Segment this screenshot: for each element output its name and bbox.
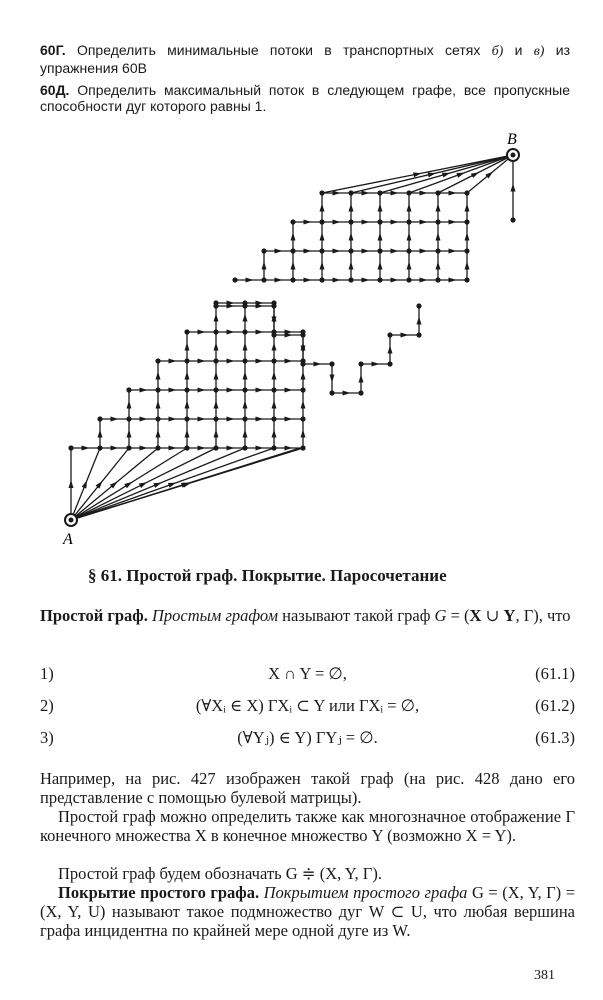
edge-arrow <box>436 204 441 212</box>
graph-vertex <box>510 217 515 222</box>
edge-arrow <box>301 372 306 380</box>
edge-arrow <box>214 343 219 351</box>
graph-vertex <box>155 387 160 392</box>
edge-arrow <box>256 446 264 451</box>
equation-body: (∀Yⱼ) ∈ Y) ΓYⱼ = ∅. <box>237 728 378 747</box>
notation-paragraph: Простой граф будем обозначать G ≑ (X, Y, Γ). <box>58 864 382 883</box>
problem-60g <box>40 42 570 76</box>
edge-arrow <box>243 343 248 351</box>
vertex-label-b: B <box>507 131 517 148</box>
page-number: 381 <box>534 968 555 983</box>
edge-arrow <box>378 204 383 212</box>
graph-vertex <box>300 445 305 450</box>
edge-arrow <box>343 391 351 396</box>
edge-arrow <box>272 401 277 409</box>
edge-arrow <box>417 317 422 325</box>
graph-vertex <box>271 332 276 337</box>
equation-61-2 <box>40 696 575 718</box>
edge-arrow <box>256 359 264 364</box>
graph-vertex <box>406 190 411 195</box>
edge-arrow <box>362 220 370 225</box>
edge-arrow <box>227 359 235 364</box>
edge-arrow <box>372 362 380 367</box>
edge-arrow <box>256 330 264 335</box>
graph-vertex <box>464 219 469 224</box>
edge-arrow <box>391 278 399 283</box>
edge-arrow <box>291 233 296 241</box>
edge-arrow <box>256 388 264 393</box>
graph-vertex <box>242 329 247 334</box>
edge-arrow <box>378 233 383 241</box>
edge-arrow <box>169 359 177 364</box>
graph-vertex <box>126 387 131 392</box>
graph-vertex <box>348 277 353 282</box>
graph-vertex <box>184 387 189 392</box>
equation-tag: (61.1) <box>535 664 575 683</box>
edge-arrow <box>124 482 132 488</box>
graph-vertex <box>184 329 189 334</box>
edge-arrow <box>320 233 325 241</box>
example-paragraph: Например, на рис. 427 изображен такой граф (на рис. 428 дано его представление с помощью булевой матрицы). <box>40 769 575 807</box>
problem-text-end: из упражнения 60В <box>40 42 571 76</box>
edge-arrow <box>449 249 457 254</box>
edge-arrow <box>442 173 450 178</box>
equation-tag: (61.3) <box>535 728 575 747</box>
edge-arrow <box>272 343 277 351</box>
graph-vertex <box>184 416 189 421</box>
edge-arrow <box>349 204 354 212</box>
edge-arrow <box>198 359 206 364</box>
graph-vertex <box>377 219 382 224</box>
edge-arrow <box>69 480 74 488</box>
edge-arrow <box>449 220 457 225</box>
edge-arrow <box>272 372 277 380</box>
graph-vertex <box>319 190 324 195</box>
graph-vertex <box>97 445 102 450</box>
edge-arrow <box>304 278 312 283</box>
edge-arrow <box>449 278 457 283</box>
edge-arrow <box>153 482 161 487</box>
graph-vertex <box>155 358 160 363</box>
graph-vertex <box>155 445 160 450</box>
graph-vertex <box>271 445 276 450</box>
graph-vertex <box>213 358 218 363</box>
graph-vertex <box>416 303 421 308</box>
edge-arrow <box>285 388 293 393</box>
graph-vertex <box>155 416 160 421</box>
edge-arrow <box>333 278 341 283</box>
edge-arrow <box>420 278 428 283</box>
graph-vertex <box>358 361 363 366</box>
graph-vertex <box>319 248 324 253</box>
problem-60d <box>40 82 570 114</box>
edge-arrow <box>471 172 479 178</box>
graph-vertex <box>406 248 411 253</box>
edge-arrow <box>127 430 132 438</box>
edge-arrow <box>140 417 148 422</box>
graph-vertex <box>387 332 392 337</box>
graph-vertex <box>126 416 131 421</box>
graph-vertex <box>184 445 189 450</box>
graph-edges <box>69 155 516 520</box>
edge-arrow <box>304 249 312 254</box>
edge-arrow <box>169 417 177 422</box>
edge-arrow <box>256 417 264 422</box>
vertex-label-a: A <box>63 531 73 548</box>
edge-arrow <box>243 314 248 322</box>
graph-vertex <box>290 248 295 253</box>
edge-arrow <box>391 249 399 254</box>
edge-arrow <box>169 388 177 393</box>
edge-arrow <box>139 482 147 488</box>
graph-vertex <box>213 329 218 334</box>
edge-arrow <box>111 417 119 422</box>
edge-arrow <box>185 430 190 438</box>
flow-network-figure <box>55 130 535 560</box>
graph-vertex <box>261 277 266 282</box>
edge-arrow <box>227 417 235 422</box>
graph-vertex <box>232 277 237 282</box>
graph-vertex <box>358 390 363 395</box>
graph-vertex <box>464 277 469 282</box>
edge-arrow <box>198 417 206 422</box>
equation-index: 3) <box>40 728 54 747</box>
graph-vertex <box>348 190 353 195</box>
mapping-paragraph: Простой граф можно определить также как многозначное отображение Γ конечного множества X в конечное множество Y (возможно X = Y). <box>40 807 575 845</box>
edge-arrow <box>401 333 409 338</box>
edge-arrow <box>127 401 132 409</box>
edge-arrow <box>320 204 325 212</box>
graph-vertex <box>319 277 324 282</box>
edge-arrow <box>214 314 219 322</box>
edge-arrow <box>181 483 189 488</box>
equation-61-3 <box>40 728 575 750</box>
edge-arrow <box>465 262 470 270</box>
edge-arrow <box>388 346 393 354</box>
case-label: б) <box>491 44 504 59</box>
conjunction: и <box>503 42 534 58</box>
graph-vertex <box>271 387 276 392</box>
set-y: Y <box>503 606 516 625</box>
graph-vertex <box>242 387 247 392</box>
graph-vertex <box>377 277 382 282</box>
edge-arrow <box>272 430 277 438</box>
graph-vertex <box>464 248 469 253</box>
simple-graph-definition: Простой граф. Простым графом называют такой граф G = (X ∪ Y, Γ), что <box>40 606 571 625</box>
edge-arrow <box>243 372 248 380</box>
edge-arrow <box>291 262 296 270</box>
edge-arrow <box>362 278 370 283</box>
cover-definition: Покрытие простого графа. Покрытием простого графа G = (X, Y, Γ) = (X, Y, U) называют такое подмножество дуг W ⊂ U, что любая вершина графа инцидентна по крайней мере одной дуге из W. <box>40 883 576 940</box>
equation-body: (∀Xᵢ ∈ X) ΓXᵢ ⊂ Y или ΓXᵢ = ∅, <box>195 696 420 715</box>
edge-arrow <box>82 446 90 451</box>
edge-arrow <box>198 446 206 451</box>
edge-arrow <box>378 262 383 270</box>
graph-vertex <box>319 219 324 224</box>
graph-vertex <box>184 358 189 363</box>
graph-vertex <box>213 416 218 421</box>
edge-arrow <box>111 446 119 451</box>
edge-arrow <box>407 204 412 212</box>
graph-vertex <box>290 277 295 282</box>
paragraph-lead: Простой граф. <box>40 606 148 625</box>
graph-vertex <box>213 303 218 308</box>
edge-arrow <box>304 220 312 225</box>
graph-vertex <box>435 248 440 253</box>
edge-arrow <box>198 330 206 335</box>
edge-arrow <box>436 262 441 270</box>
edge-arrow <box>420 191 428 196</box>
edge-arrow <box>214 372 219 380</box>
edge-arrow <box>156 430 161 438</box>
graph-vertex <box>435 219 440 224</box>
graph-symbol: G <box>434 606 447 625</box>
edge-arrow <box>156 372 161 380</box>
edge-arrow <box>420 249 428 254</box>
edge-arrow <box>227 388 235 393</box>
equation-index: 1) <box>40 664 54 683</box>
edge-arrow <box>465 233 470 241</box>
problem-text: Определить минимальные потоки в транспортных сетях <box>76 42 492 58</box>
edge-arrow <box>185 343 190 351</box>
problem-number: 60Д. <box>40 82 70 98</box>
graph-vertex <box>300 416 305 421</box>
graph-vertex <box>290 219 295 224</box>
edge-arrow <box>98 430 103 438</box>
edge-arrow <box>362 249 370 254</box>
edge-arrow <box>140 446 148 451</box>
edge-arrow <box>169 446 177 451</box>
problem-text: Определить максимальный поток в следующем графе, все пропускные способности дуг которого равны 1. <box>40 82 571 114</box>
case-label: в) <box>533 44 545 59</box>
edge-arrow <box>428 172 436 177</box>
graph-vertices <box>68 190 515 450</box>
graph-vertex <box>435 190 440 195</box>
edge-arrow <box>407 233 412 241</box>
edge-arrow <box>214 430 219 438</box>
edge-arrow <box>407 262 412 270</box>
edge-arrow <box>449 191 457 196</box>
edge-arrow <box>82 480 87 488</box>
graph-vertex <box>271 416 276 421</box>
graph-vertex <box>242 445 247 450</box>
graph-vertex <box>377 190 382 195</box>
equation-index: 2) <box>40 696 54 715</box>
graph-vertex <box>406 277 411 282</box>
edge-arrow <box>436 233 441 241</box>
edge-arrow <box>456 173 464 178</box>
edge-arrow <box>359 375 364 383</box>
graph-vertex <box>348 219 353 224</box>
edge-arrow <box>391 191 399 196</box>
paragraph-lead: Покрытие простого графа. <box>58 883 260 902</box>
defined-term: Простым графом <box>151 606 279 625</box>
equation-body: X ∩ Y = ∅, <box>268 664 347 683</box>
edge-arrow <box>320 262 325 270</box>
graph-vertex <box>242 358 247 363</box>
source-vertex <box>65 514 77 526</box>
edge-arrow <box>243 401 248 409</box>
edge-arrow <box>301 401 306 409</box>
edge-arrow <box>511 184 516 192</box>
equation-tag: (61.2) <box>535 696 575 715</box>
edge-arrow <box>465 204 470 212</box>
edge-arrow <box>227 330 235 335</box>
edge-arrow <box>285 446 293 451</box>
edge-arrow <box>333 220 341 225</box>
graph-vertex <box>300 387 305 392</box>
graph-vertex <box>242 303 247 308</box>
graph-vertex <box>68 445 73 450</box>
edge-arrow <box>301 430 306 438</box>
edge-arrow <box>285 359 293 364</box>
edge-arrow <box>198 388 206 393</box>
edge-arrow <box>362 191 370 196</box>
edge-arrow <box>262 262 267 270</box>
edge-arrow <box>185 401 190 409</box>
graph-vertex <box>406 219 411 224</box>
graph-vertex <box>348 248 353 253</box>
edge-arrow <box>227 446 235 451</box>
edge-arrow <box>156 401 161 409</box>
graph-vertex <box>213 387 218 392</box>
graph-vertex <box>271 358 276 363</box>
edge-arrow <box>275 278 283 283</box>
edge-arrow <box>140 388 148 393</box>
sink-vertex <box>507 149 519 161</box>
problem-number: 60Г. <box>40 42 66 58</box>
graph-vertex <box>435 277 440 282</box>
graph-vertex <box>271 303 276 308</box>
graph-vertex <box>329 390 334 395</box>
set-x: X <box>469 606 482 625</box>
graph-vertex <box>464 190 469 195</box>
graph-vertex <box>329 361 334 366</box>
edge-arrow <box>330 375 335 383</box>
edge-arrow <box>349 262 354 270</box>
edge-arrow <box>333 249 341 254</box>
edge-arrow <box>185 372 190 380</box>
graph-vertex <box>300 361 305 366</box>
edge-arrow <box>420 220 428 225</box>
edge-arrow <box>314 362 322 367</box>
graph-vertex <box>97 416 102 421</box>
graph-vertex <box>261 248 266 253</box>
graph-vertex <box>242 416 247 421</box>
defined-term: Покрытием простого графа <box>263 883 468 902</box>
edge-arrow <box>285 417 293 422</box>
edge-arrow <box>243 430 248 438</box>
edge-arrow <box>391 220 399 225</box>
graph-vertex <box>126 445 131 450</box>
graph-vertex <box>387 361 392 366</box>
section-heading: § 61. Простой граф. Покрытие. Паросочетание <box>88 566 447 585</box>
graph-vertex <box>377 248 382 253</box>
edge-arrow <box>275 249 283 254</box>
edge-arrow <box>349 233 354 241</box>
edge-arrow <box>246 278 254 283</box>
edge-arrow <box>214 401 219 409</box>
graph-vertex <box>213 445 218 450</box>
graph-vertex <box>416 332 421 337</box>
graph-vertex <box>300 332 305 337</box>
equation-61-1 <box>40 664 575 686</box>
